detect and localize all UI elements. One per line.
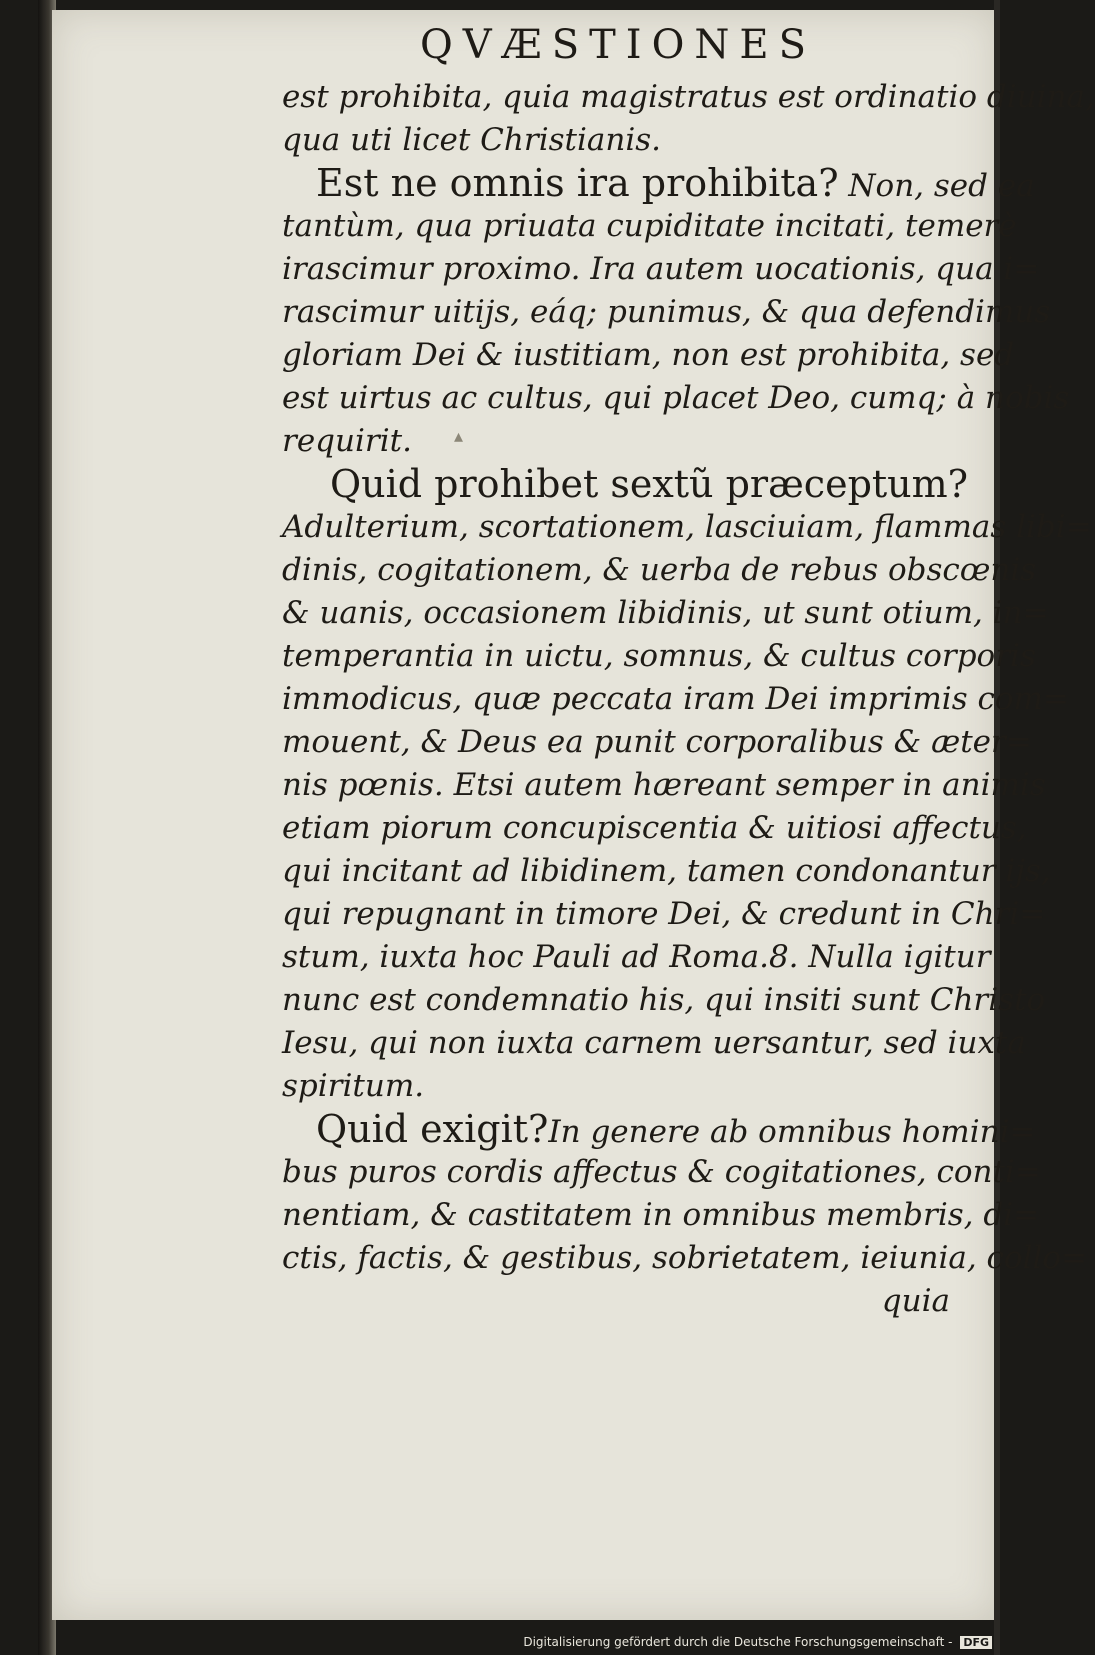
line-text: temperantia in uictu, somnus, & cultus corporis: [282, 638, 1036, 674]
text-line: [282, 506, 1092, 549]
text-line: [282, 678, 1069, 721]
question-heading: Est ne omnis ira prohibita?: [316, 161, 839, 205]
page-text: [282, 76, 1095, 1323]
line-text: nis pœnis. Etsi autem hæreant semper in animis: [282, 767, 1046, 803]
text-line: [282, 721, 1032, 764]
catchword: quia: [881, 1283, 950, 1319]
text-line: [282, 807, 1027, 850]
line-text: Adulterium, scortationem, lasciuiam, flammas libi=: [282, 509, 1092, 545]
line-text: irascimur proximo. Ira autem uocationis, qua i=: [282, 251, 1040, 287]
text-line: [282, 764, 1046, 807]
line-text: requirit.: [282, 423, 412, 459]
footer-text: Digitalisierung gefördert durch die Deutsche Forschungsgemeinschaft -: [523, 1635, 953, 1649]
line-text: Iesu, qui non iuxta carnem uersantur, sed iuxta: [282, 1025, 1026, 1061]
line-text: stum, iuxta hoc Pauli ad Roma.8. Nulla igitur: [282, 939, 991, 975]
answer-text: Non, sed ea: [838, 168, 1035, 204]
text-line: [282, 936, 991, 979]
text-line: [282, 979, 1046, 1022]
question-heading: Quid prohibet sextũ præceptum?: [330, 462, 969, 506]
text-line: [282, 635, 1036, 678]
line-text: tantùm, qua priuata cupiditate incitati, temerè: [282, 208, 1017, 244]
text-line: [282, 549, 1037, 592]
line-text: ctis, factis, & gestibus, sobrietatem, ieiunia, collo=: [282, 1240, 1088, 1276]
question-heading: Quid exigit?: [316, 1107, 549, 1151]
line-text: est prohibita, quia magistratus est ordinatio diuina,: [282, 79, 1095, 115]
text-line: [282, 76, 1095, 119]
answer-text: In genere ab omnibus homini=: [548, 1114, 1036, 1150]
text-line: [282, 248, 1040, 291]
text-line: [282, 1107, 1036, 1151]
line-text: qui incitant ad libidinem, tamen condonantur ijs,: [282, 853, 1051, 889]
line-text: mouent, & Deus ea punit corporalibus & æter=: [282, 724, 1032, 760]
text-line: [282, 161, 1035, 205]
text-line: [282, 1065, 950, 1108]
text-line: [282, 1237, 1088, 1280]
text-line: [282, 592, 1049, 635]
text-line: [282, 334, 1015, 377]
line-text: immodicus, quæ peccata iram Dei imprimis com=: [282, 681, 1069, 717]
text-line: [282, 1194, 1040, 1237]
text-line: [282, 893, 1046, 936]
line-text: spiritum.: [282, 1068, 425, 1104]
line-text: qui repugnant in timore Dei, & credunt in Chri=: [282, 896, 1046, 932]
running-header: QVÆSTIONES: [420, 22, 816, 68]
text-line: [282, 377, 1070, 420]
footer-credit: [523, 1635, 992, 1649]
line-text: dinis, cogitationem, & uerba de rebus obscœnis: [282, 552, 1037, 588]
text-line: [282, 462, 969, 506]
text-line: [282, 1022, 1026, 1065]
line-text: est uirtus ac cultus, qui placet Deo, cumq; à nobis: [282, 380, 1070, 416]
line-text: nunc est condemnatio his, qui insiti sunt Christo: [282, 982, 1046, 1018]
line-text: bus puros cordis affectus & cogitationes, conti=: [282, 1154, 1041, 1190]
line-text: gloriam Dei & iustitiam, non est prohibita, sed: [282, 337, 1015, 373]
line-text: qua uti licet Christianis.: [282, 122, 662, 158]
line-text: & uanis, occasionem libidinis, ut sunt otium, in=: [282, 595, 1049, 631]
text-line: [282, 205, 1017, 248]
line-text: nentiam, & castitatem in omnibus membris, di=: [282, 1197, 1040, 1233]
line-text: etiam piorum concupiscentia & uitiosi affectus,: [282, 810, 1027, 846]
dfg-logo: DFG: [960, 1636, 992, 1649]
ink-mark: ▴: [454, 426, 464, 447]
text-line: [282, 119, 950, 162]
line-text: rascimur uitijs, eáq; punimus, & qua defendimus: [282, 294, 1051, 330]
text-line: [282, 291, 1051, 334]
text-line: [282, 420, 950, 463]
text-line: [282, 1151, 1041, 1194]
text-line: [282, 850, 1051, 893]
